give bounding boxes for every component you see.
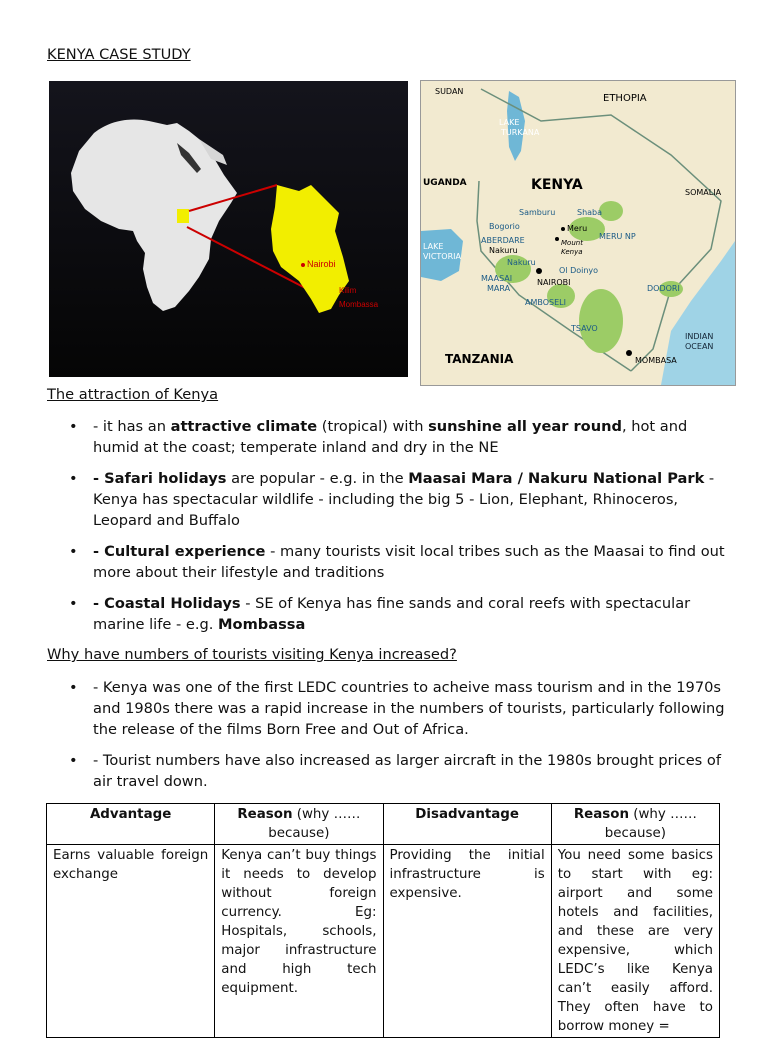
list-item-ledc: • - Kenya was one of the first LEDC countries to acheive mass tourism and in the 1970s and 1980s there was a rapid increase in the numbers of tourists, particularly following the release of the films Born Free and Out of Africa. — [47, 677, 727, 740]
kenya-map-drawing — [421, 81, 735, 385]
header-reason-2 — [551, 804, 719, 845]
text-run: - many tourists visit local tribes such as the Maasai to find out more about their lifestyle and traditions — [93, 543, 725, 581]
list-item-aircraft: • - Tourist numbers have also increased as larger aircraft in the 1980s brought prices of air travel down. — [47, 750, 727, 792]
label-ocean: OCEAN — [685, 342, 714, 351]
label-bogorio: Bogorio — [489, 222, 520, 231]
header-advantage-text: Advantage — [89, 807, 172, 822]
header-disadvantage — [383, 804, 551, 845]
kenya-parks-map — [420, 80, 736, 386]
text-run-bold: Maasai Mara / Nakuru National Park — [408, 470, 705, 487]
increase-list — [47, 677, 727, 802]
text-run: , hot and humid at the coast; temperate inland and dry in the NE — [93, 418, 688, 456]
header-reason-text: (why …… because) — [268, 807, 361, 841]
text-run-bold: attractive climate — [170, 418, 318, 435]
label-maasai: MAASAI — [481, 274, 513, 283]
cell-reason: Kenya can’t buy things it needs to develop without foreign currency. Eg: Hospitals, schools, major infrastructure and high tech equipment. — [215, 845, 383, 1038]
label-tanzania: TANZANIA — [445, 352, 514, 366]
text-run: (tropical) with — [317, 418, 429, 435]
text-run-bold: - Cultural experience — [93, 543, 266, 560]
header-reason-2-text: (why …… because) — [604, 807, 697, 841]
label-samburu: Samburu — [519, 208, 556, 217]
page-title: KENYA CASE STUDY — [47, 46, 191, 63]
label-mara: MARA — [487, 284, 511, 293]
nairobi-label: Nairobi — [307, 259, 336, 269]
label-mount: Mount — [561, 239, 583, 247]
label-lake-turkana-2: TURKANA — [501, 128, 540, 137]
label-indian: INDIAN — [685, 332, 714, 341]
label-tsavo: TSAVO — [571, 324, 598, 333]
label-amboseli: AMBOSELI — [525, 298, 566, 307]
mombasa-label: Mombassa — [339, 300, 379, 309]
label-kenya: KENYA — [531, 177, 583, 193]
list-item-coastal — [47, 593, 727, 635]
advantages-table — [46, 803, 720, 1038]
label-lake-turkana-1: LAKE — [499, 118, 520, 127]
label-ethiopia: ETHOPIA — [603, 93, 647, 104]
africa-location-image — [49, 81, 408, 377]
text-run: - it has an — [93, 418, 171, 435]
table-header-row — [47, 804, 720, 845]
text-run-bold: Mombassa — [218, 616, 306, 633]
text-run-bold: sunshine all year round — [428, 418, 622, 435]
text-run-bold: - Safari holidays — [93, 470, 227, 487]
label-uganda: UGANDA — [423, 178, 467, 188]
header-reason-bold: Reason — [237, 807, 293, 822]
label-nakuru-town: Nakuru — [489, 246, 518, 255]
text-run: - Kenya has spectacular wildlife - including the big 5 - Lion, Elephant, Rhinoceros, Leopard and Buffalo — [93, 470, 715, 529]
table-row — [47, 845, 720, 1038]
text-run: - SE of Kenya has fine sands and coral reefs with spectacular marine life - e.g. — [93, 595, 691, 633]
label-shaba: Shaba — [577, 208, 603, 217]
label-ol-doinyo: Ol Doinyo — [559, 266, 599, 275]
africa-map-drawing — [49, 81, 408, 377]
text-run-bold: - Coastal Holidays — [93, 595, 241, 612]
label-nairobi: NAIROBI — [537, 278, 571, 287]
header-advantage — [47, 804, 215, 845]
label-somalia: SOMALIA — [685, 188, 722, 197]
label-lake-victoria-1: LAKE — [423, 242, 444, 251]
kilimanjaro-label: Kilim — [339, 286, 357, 295]
label-aberdare: ABERDARE — [481, 236, 525, 245]
kenya-highlight-small — [177, 209, 189, 223]
header-reason — [215, 804, 383, 845]
cell-advantage: Earns valuable foreign exchange — [47, 845, 215, 1038]
list-item-cultural — [47, 541, 727, 583]
label-meru-np: MERU NP — [599, 232, 636, 241]
text-run: are popular - e.g. in the — [226, 470, 409, 487]
label-meru: Meru — [567, 224, 588, 233]
cell-reason-2: You need some basics to start with eg: airport and some hotels and facilities, and these are very expensive, which LEDC’s like Kenya can’t easily afford. They often have to borrow money = — [551, 845, 719, 1038]
cell-disadvantage: Providing the initial infrastructure is expensive. — [383, 845, 551, 1038]
label-mombasa: MOMBASA — [635, 356, 677, 365]
label-nakuru-park: Nakuru — [507, 258, 536, 267]
label-sudan: SUDAN — [435, 87, 464, 96]
label-mount-kenya: Kenya — [561, 248, 583, 256]
label-dodori: DODORI — [647, 284, 680, 293]
attraction-list — [47, 416, 727, 645]
list-item-climate — [47, 416, 727, 458]
label-lake-victoria-2: VICTORIA — [423, 252, 461, 261]
list-item-safari — [47, 468, 727, 531]
header-disadvantage-text: Disadvantage — [415, 807, 519, 822]
section-heading-increase: Why have numbers of tourists visiting Kenya increased? — [47, 646, 457, 663]
header-reason-2-bold: Reason — [573, 807, 629, 822]
section-heading-attraction: The attraction of Kenya — [47, 386, 219, 403]
